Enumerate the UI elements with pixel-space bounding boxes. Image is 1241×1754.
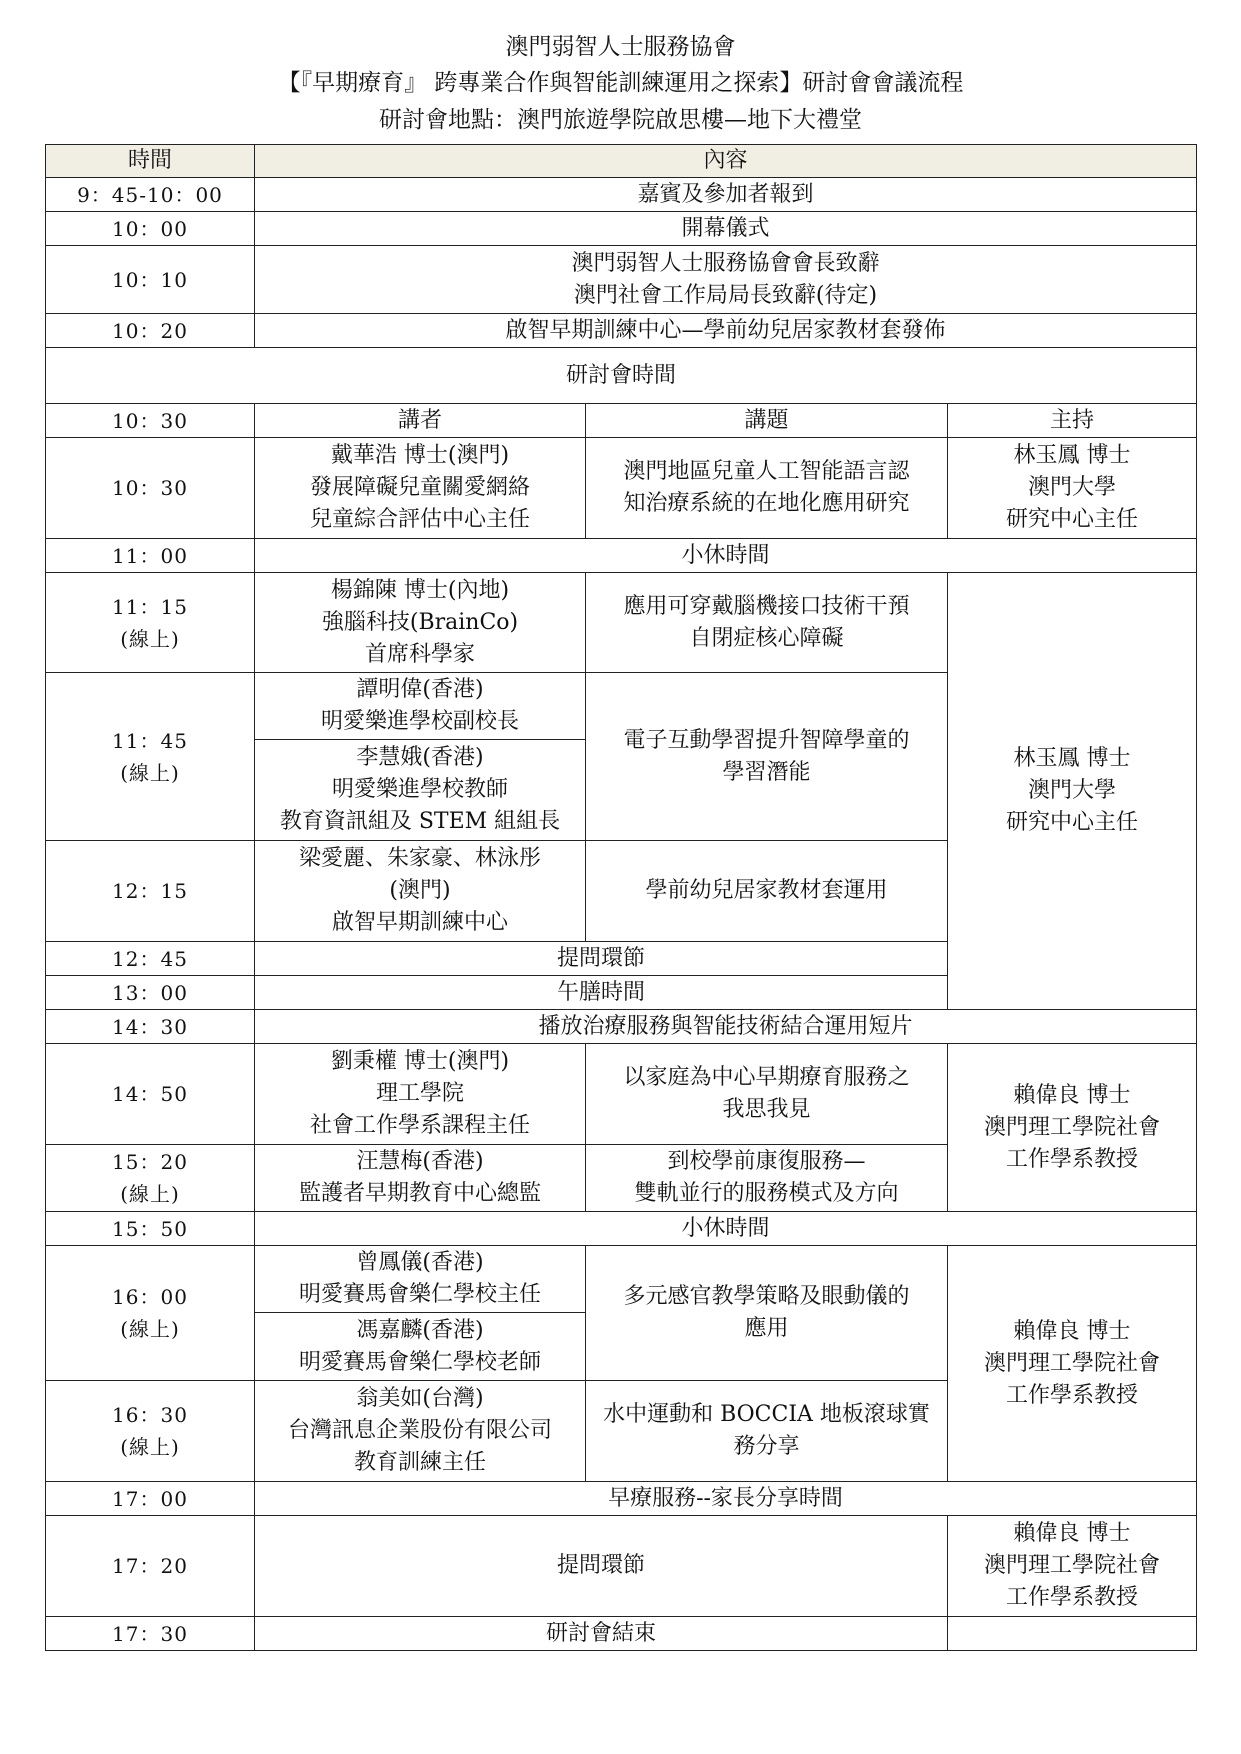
time-cell: 11：00 bbox=[46, 539, 255, 573]
speaker-cell: 劉秉權 博士(澳門) 理工學院 社會工作學系課程主任 bbox=[255, 1044, 586, 1145]
session-banner-row bbox=[46, 348, 1197, 404]
table-row bbox=[46, 1212, 1197, 1246]
host-cell: 賴偉良 博士 澳門理工學院社會 工作學系教授 bbox=[948, 1044, 1197, 1212]
session-header-row bbox=[46, 404, 1197, 438]
time-cell: 14：30 bbox=[46, 1010, 255, 1044]
time-cell: 9：45-10：00 bbox=[46, 178, 255, 212]
empty-cell bbox=[948, 1617, 1197, 1651]
speaker-cell: 楊錦陳 博士(內地) 強腦科技(BrainCo) 首席科學家 bbox=[255, 573, 586, 673]
content-cell: 早療服務--家長分享時間 bbox=[255, 1482, 1197, 1516]
table-header-row bbox=[46, 145, 1197, 178]
topic-cell: 到校學前康復服務— 雙軌並行的服務模式及方向 bbox=[586, 1145, 948, 1212]
time-cell: 16：00 (線上) bbox=[46, 1246, 255, 1381]
topic-cell: 水中運動和 BOCCIA 地板滾球實 務分享 bbox=[586, 1381, 948, 1482]
content-cell: 播放治療服務與智能技術結合運用短片 bbox=[255, 1010, 1197, 1044]
speaker-cell: 譚明偉(香港) 明愛樂進學校副校長 bbox=[255, 673, 586, 740]
time-cell: 15：50 bbox=[46, 1212, 255, 1246]
content-header: 內容 bbox=[255, 145, 1197, 178]
speaker-cell: 翁美如(台灣) 台灣訊息企業股份有限公司 教育訓練主任 bbox=[255, 1381, 586, 1482]
content-cell: 提問環節 bbox=[255, 942, 948, 976]
content-cell: 開幕儀式 bbox=[255, 212, 1197, 246]
content-cell: 午膳時間 bbox=[255, 976, 948, 1010]
table-row bbox=[46, 1010, 1197, 1044]
session-banner: 研討會時間 bbox=[46, 348, 1197, 404]
topic-header: 講題 bbox=[586, 404, 948, 438]
content-cell: 小休時間 bbox=[255, 1212, 1197, 1246]
topic-cell: 學前幼兒居家教材套運用 bbox=[586, 841, 948, 942]
speaker-cell: 曾鳳儀(香港) 明愛賽馬會樂仁學校主任 bbox=[255, 1246, 586, 1313]
content-cell: 研討會結束 bbox=[255, 1617, 948, 1651]
speaker-cell: 戴華浩 博士(澳門) 發展障礙兒童關愛網絡 兒童綜合評估中心主任 bbox=[255, 438, 586, 539]
table-row bbox=[46, 539, 1197, 573]
time-cell: 12：15 bbox=[46, 841, 255, 942]
content-cell: 澳門弱智人士服務協會會長致辭 澳門社會工作局局長致辭(待定) bbox=[255, 246, 1197, 314]
speaker-cell: 汪慧梅(香港) 監護者早期教育中心總監 bbox=[255, 1145, 586, 1212]
time-cell: 17：30 bbox=[46, 1617, 255, 1651]
speaker-header: 講者 bbox=[255, 404, 586, 438]
time-cell: 13：00 bbox=[46, 976, 255, 1010]
time-cell: 10：30 bbox=[46, 404, 255, 438]
table-row bbox=[46, 573, 1197, 673]
host-cell: 林玉鳳 博士 澳門大學 研究中心主任 bbox=[948, 438, 1197, 539]
time-cell: 17：00 bbox=[46, 1482, 255, 1516]
table-row bbox=[46, 1246, 1197, 1313]
table-row bbox=[46, 314, 1197, 348]
time-cell: 11：45 (線上) bbox=[46, 673, 255, 841]
time-cell: 16：30 (線上) bbox=[46, 1381, 255, 1482]
time-cell: 10：20 bbox=[46, 314, 255, 348]
time-cell: 10：10 bbox=[46, 246, 255, 314]
host-header: 主持 bbox=[948, 404, 1197, 438]
topic-cell: 澳門地區兒童人工智能語言認 知治療系統的在地化應用研究 bbox=[586, 438, 948, 539]
table-row bbox=[46, 1482, 1197, 1516]
table-row bbox=[46, 438, 1197, 539]
table-row bbox=[46, 1617, 1197, 1651]
time-header: 時間 bbox=[46, 145, 255, 178]
host-cell: 賴偉良 博士 澳門理工學院社會 工作學系教授 bbox=[948, 1246, 1197, 1482]
content-cell: 提問環節 bbox=[255, 1516, 948, 1617]
speaker-cell: 李慧娥(香港) 明愛樂進學校教師 教育資訊組及 STEM 組組長 bbox=[255, 740, 586, 841]
time-cell: 17：20 bbox=[46, 1516, 255, 1617]
venue-line: 研討會地點：澳門旅遊學院啟思樓—地下大禮堂 bbox=[379, 107, 862, 133]
table-row bbox=[46, 1044, 1197, 1145]
time-cell: 10：30 bbox=[46, 438, 255, 539]
time-cell: 10：00 bbox=[46, 212, 255, 246]
speaker-cell: 梁愛麗、朱家豪、林泳彤 (澳門) 啟智早期訓練中心 bbox=[255, 841, 586, 942]
topic-cell: 以家庭為中心早期療育服務之 我思我見 bbox=[586, 1044, 948, 1145]
topic-cell: 電子互動學習提升智障學童的 學習潛能 bbox=[586, 673, 948, 841]
topic-cell: 多元感官教學策略及眼動儀的 應用 bbox=[586, 1246, 948, 1381]
table-row bbox=[46, 246, 1197, 314]
content-cell: 嘉賓及參加者報到 bbox=[255, 178, 1197, 212]
table-row bbox=[46, 178, 1197, 212]
table-row bbox=[46, 1516, 1197, 1617]
time-cell: 12：45 bbox=[46, 942, 255, 976]
seminar-title: 【『早期療育』 跨專業合作與智能訓練運用之探索】研討會會議流程 bbox=[277, 70, 964, 96]
time-cell: 14：50 bbox=[46, 1044, 255, 1145]
schedule-table bbox=[45, 144, 1197, 1651]
time-cell: 11：15 (線上) bbox=[46, 573, 255, 673]
topic-cell: 應用可穿戴腦機接口技術干預 自閉症核心障礙 bbox=[586, 573, 948, 673]
speaker-cell: 馮嘉麟(香港) 明愛賽馬會樂仁學校老師 bbox=[255, 1313, 586, 1381]
time-cell: 15：20 (線上) bbox=[46, 1145, 255, 1212]
org-title: 澳門弱智人士服務協會 bbox=[505, 34, 736, 60]
host-cell: 林玉鳳 博士 澳門大學 研究中心主任 bbox=[948, 573, 1197, 1010]
content-cell: 小休時間 bbox=[255, 539, 1197, 573]
content-cell: 啟智早期訓練中心—學前幼兒居家教材套發佈 bbox=[255, 314, 1197, 348]
host-cell: 賴偉良 博士 澳門理工學院社會 工作學系教授 bbox=[948, 1516, 1197, 1617]
table-row bbox=[46, 212, 1197, 246]
